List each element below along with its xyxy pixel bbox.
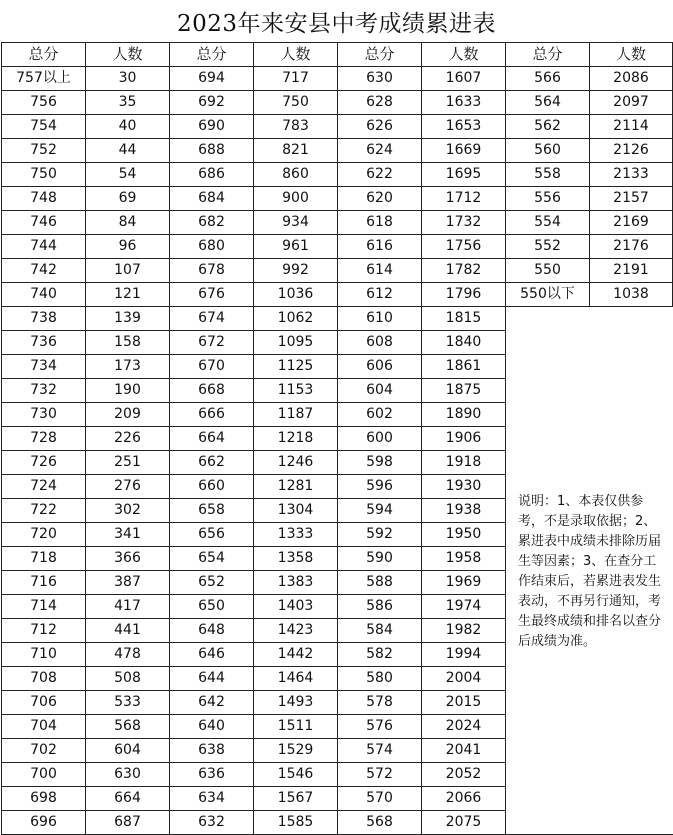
table-cell: 84 <box>86 211 170 235</box>
table-cell: 562 <box>506 115 590 139</box>
table-cell: 35 <box>86 91 170 115</box>
table-row <box>2 139 673 163</box>
table-cell: 1938 <box>422 499 506 523</box>
table-cell: 2015 <box>422 691 506 715</box>
table-cell: 640 <box>170 715 254 739</box>
table-cell: 736 <box>2 331 86 355</box>
table-cell: 1304 <box>254 499 338 523</box>
table-cell: 702 <box>2 739 86 763</box>
table-row <box>2 235 673 259</box>
table-cell: 584 <box>338 619 422 643</box>
score-table-body <box>2 43 673 835</box>
table-cell: 668 <box>170 379 254 403</box>
table-cell: 566 <box>506 67 590 91</box>
table-cell: 717 <box>254 67 338 91</box>
table-cell: 1423 <box>254 619 338 643</box>
table-cell: 682 <box>170 211 254 235</box>
table-cell: 598 <box>338 451 422 475</box>
table-cell: 2126 <box>590 139 673 163</box>
table-cell: 2097 <box>590 91 673 115</box>
table-cell: 2075 <box>422 811 506 835</box>
table-cell: 1585 <box>254 811 338 835</box>
table-cell: 209 <box>86 403 170 427</box>
table-cell: 1974 <box>422 595 506 619</box>
table-cell: 642 <box>170 691 254 715</box>
table-cell: 734 <box>2 355 86 379</box>
table-cell: 2066 <box>422 787 506 811</box>
table-cell: 588 <box>338 571 422 595</box>
column-header: 人数 <box>422 43 506 67</box>
table-cell: 564 <box>506 91 590 115</box>
table-cell: 722 <box>2 499 86 523</box>
column-header: 总分 <box>506 43 590 67</box>
table-cell: 720 <box>2 523 86 547</box>
column-header: 人数 <box>590 43 673 67</box>
column-header: 总分 <box>2 43 86 67</box>
table-cell: 1906 <box>422 427 506 451</box>
table-cell: 550以下 <box>506 283 590 307</box>
table-cell: 1218 <box>254 427 338 451</box>
table-cell: 750 <box>254 91 338 115</box>
table-cell: 750 <box>2 163 86 187</box>
table-cell: 618 <box>338 211 422 235</box>
table-cell: 158 <box>86 331 170 355</box>
table-cell: 582 <box>338 643 422 667</box>
table-cell: 934 <box>254 211 338 235</box>
table-cell: 708 <box>2 667 86 691</box>
table-cell: 634 <box>170 787 254 811</box>
table-cell: 1383 <box>254 571 338 595</box>
table-cell: 638 <box>170 739 254 763</box>
table-cell: 674 <box>170 307 254 331</box>
table-cell: 672 <box>170 331 254 355</box>
table-cell: 612 <box>338 283 422 307</box>
table-cell: 2086 <box>590 67 673 91</box>
table-cell: 630 <box>86 763 170 787</box>
table-row <box>2 187 673 211</box>
table-cell: 1861 <box>422 355 506 379</box>
table-cell: 1038 <box>590 283 673 307</box>
table-cell: 592 <box>338 523 422 547</box>
table-cell: 552 <box>506 235 590 259</box>
table-cell: 54 <box>86 163 170 187</box>
table-cell: 2052 <box>422 763 506 787</box>
table-cell: 276 <box>86 475 170 499</box>
table-cell: 1633 <box>422 91 506 115</box>
table-cell: 568 <box>338 811 422 835</box>
table-cell: 680 <box>170 235 254 259</box>
table-cell: 1529 <box>254 739 338 763</box>
table-cell: 676 <box>170 283 254 307</box>
table-cell: 570 <box>338 787 422 811</box>
table-cell: 610 <box>338 307 422 331</box>
table-cell: 710 <box>2 643 86 667</box>
table-cell: 622 <box>338 163 422 187</box>
table-cell: 1246 <box>254 451 338 475</box>
table-cell: 666 <box>170 403 254 427</box>
table-row <box>2 283 673 307</box>
score-table <box>1 42 673 835</box>
table-cell: 730 <box>2 403 86 427</box>
table-cell: 1695 <box>422 163 506 187</box>
table-cell: 783 <box>254 115 338 139</box>
table-cell: 1890 <box>422 403 506 427</box>
table-cell: 644 <box>170 667 254 691</box>
table-cell: 341 <box>86 523 170 547</box>
table-cell: 686 <box>170 163 254 187</box>
table-cell: 1062 <box>254 307 338 331</box>
table-cell: 628 <box>338 91 422 115</box>
table-cell: 302 <box>86 499 170 523</box>
table-cell: 716 <box>2 571 86 595</box>
table-cell: 550 <box>506 259 590 283</box>
table-cell: 742 <box>2 259 86 283</box>
page-title: 2023年来安县中考成绩累进表 <box>176 10 497 37</box>
table-cell: 616 <box>338 235 422 259</box>
table-cell: 652 <box>170 571 254 595</box>
table-cell: 624 <box>338 139 422 163</box>
table-cell: 614 <box>338 259 422 283</box>
table-cell: 718 <box>2 547 86 571</box>
table-cell: 478 <box>86 643 170 667</box>
table-cell: 1036 <box>254 283 338 307</box>
table-cell: 744 <box>2 235 86 259</box>
table-row <box>2 259 673 283</box>
table-cell: 740 <box>2 283 86 307</box>
table-cell: 1756 <box>422 235 506 259</box>
table-cell: 664 <box>170 427 254 451</box>
table-cell: 30 <box>86 67 170 91</box>
table-cell: 704 <box>2 715 86 739</box>
table-cell: 1333 <box>254 523 338 547</box>
table-cell: 752 <box>2 139 86 163</box>
table-cell: 732 <box>2 379 86 403</box>
table-cell: 604 <box>86 739 170 763</box>
table-cell: 606 <box>338 355 422 379</box>
table-cell: 692 <box>170 91 254 115</box>
table-cell: 1358 <box>254 547 338 571</box>
column-header: 人数 <box>86 43 170 67</box>
table-cell: 1782 <box>422 259 506 283</box>
table-cell: 251 <box>86 451 170 475</box>
table-cell: 700 <box>2 763 86 787</box>
table-cell: 1153 <box>254 379 338 403</box>
table-cell: 556 <box>506 187 590 211</box>
table-cell: 190 <box>86 379 170 403</box>
table-cell: 2157 <box>590 187 673 211</box>
table-cell: 738 <box>2 307 86 331</box>
table-cell: 664 <box>86 787 170 811</box>
table-cell: 417 <box>86 595 170 619</box>
table-cell: 1958 <box>422 547 506 571</box>
table-cell: 1840 <box>422 331 506 355</box>
column-header: 总分 <box>170 43 254 67</box>
table-cell: 748 <box>2 187 86 211</box>
table-row <box>2 163 673 187</box>
table-cell: 632 <box>170 811 254 835</box>
table-cell: 698 <box>2 787 86 811</box>
table-cell: 2024 <box>422 715 506 739</box>
table-cell: 578 <box>338 691 422 715</box>
table-cell: 1994 <box>422 643 506 667</box>
table-row <box>2 67 673 91</box>
table-row <box>2 307 673 331</box>
table-cell: 1930 <box>422 475 506 499</box>
table-cell: 821 <box>254 139 338 163</box>
table-cell: 714 <box>2 595 86 619</box>
table-cell: 441 <box>86 619 170 643</box>
table-cell: 608 <box>338 331 422 355</box>
table-cell: 602 <box>338 403 422 427</box>
table-cell: 630 <box>338 67 422 91</box>
table-cell: 654 <box>170 547 254 571</box>
table-cell: 580 <box>338 667 422 691</box>
table-cell: 2133 <box>590 163 673 187</box>
note-text: 说明：1、本表仅供参考，不是录取依据；2、累进表中成绩未排除历届生等因素；3、在查分工作结束后，若累进表发生表动，不再另行通知，考生最终成绩和排名以查分后成绩为准。 <box>506 307 673 835</box>
table-cell: 1567 <box>254 787 338 811</box>
table-cell: 706 <box>2 691 86 715</box>
table-cell: 366 <box>86 547 170 571</box>
table-cell: 1796 <box>422 283 506 307</box>
table-cell: 1950 <box>422 523 506 547</box>
table-cell: 2114 <box>590 115 673 139</box>
table-cell: 626 <box>338 115 422 139</box>
table-cell: 646 <box>170 643 254 667</box>
table-cell: 650 <box>170 595 254 619</box>
table-cell: 1403 <box>254 595 338 619</box>
table-cell: 590 <box>338 547 422 571</box>
table-cell: 1982 <box>422 619 506 643</box>
table-cell: 712 <box>2 619 86 643</box>
table-cell: 173 <box>86 355 170 379</box>
table-cell: 1918 <box>422 451 506 475</box>
table-cell: 121 <box>86 283 170 307</box>
table-cell: 2191 <box>590 259 673 283</box>
table-cell: 687 <box>86 811 170 835</box>
table-cell: 107 <box>86 259 170 283</box>
table-header-row <box>2 43 673 67</box>
table-cell: 1187 <box>254 403 338 427</box>
table-cell: 1511 <box>254 715 338 739</box>
table-cell: 658 <box>170 499 254 523</box>
table-cell: 670 <box>170 355 254 379</box>
table-cell: 900 <box>254 187 338 211</box>
table-cell: 1281 <box>254 475 338 499</box>
table-cell: 576 <box>338 715 422 739</box>
table-cell: 604 <box>338 379 422 403</box>
table-cell: 44 <box>86 139 170 163</box>
table-cell: 860 <box>254 163 338 187</box>
table-cell: 684 <box>170 187 254 211</box>
table-cell: 554 <box>506 211 590 235</box>
table-cell: 40 <box>86 115 170 139</box>
column-header: 人数 <box>254 43 338 67</box>
table-cell: 694 <box>170 67 254 91</box>
table-cell: 1095 <box>254 331 338 355</box>
table-row <box>2 115 673 139</box>
table-cell: 596 <box>338 475 422 499</box>
table-cell: 757以上 <box>2 67 86 91</box>
table-cell: 746 <box>2 211 86 235</box>
table-cell: 656 <box>170 523 254 547</box>
table-cell: 2041 <box>422 739 506 763</box>
table-cell: 690 <box>170 115 254 139</box>
table-cell: 620 <box>338 187 422 211</box>
table-cell: 2169 <box>590 211 673 235</box>
column-header: 总分 <box>338 43 422 67</box>
table-cell: 560 <box>506 139 590 163</box>
table-cell: 69 <box>86 187 170 211</box>
table-cell: 1875 <box>422 379 506 403</box>
table-cell: 636 <box>170 763 254 787</box>
table-cell: 728 <box>2 427 86 451</box>
table-row <box>2 91 673 115</box>
table-cell: 648 <box>170 619 254 643</box>
table-cell: 1125 <box>254 355 338 379</box>
table-cell: 1669 <box>422 139 506 163</box>
table-cell: 568 <box>86 715 170 739</box>
table-cell: 1546 <box>254 763 338 787</box>
table-cell: 1969 <box>422 571 506 595</box>
table-cell: 96 <box>86 235 170 259</box>
table-cell: 1712 <box>422 187 506 211</box>
table-cell: 533 <box>86 691 170 715</box>
table-cell: 226 <box>86 427 170 451</box>
table-cell: 1732 <box>422 211 506 235</box>
table-cell: 2004 <box>422 667 506 691</box>
table-cell: 726 <box>2 451 86 475</box>
table-cell: 688 <box>170 139 254 163</box>
table-cell: 1815 <box>422 307 506 331</box>
table-cell: 756 <box>2 91 86 115</box>
table-cell: 508 <box>86 667 170 691</box>
table-cell: 574 <box>338 739 422 763</box>
table-cell: 600 <box>338 427 422 451</box>
table-cell: 387 <box>86 571 170 595</box>
table-cell: 754 <box>2 115 86 139</box>
table-cell: 678 <box>170 259 254 283</box>
table-cell: 2176 <box>590 235 673 259</box>
table-cell: 1653 <box>422 115 506 139</box>
table-cell: 1493 <box>254 691 338 715</box>
table-cell: 558 <box>506 163 590 187</box>
table-row <box>2 211 673 235</box>
table-cell: 586 <box>338 595 422 619</box>
table-cell: 139 <box>86 307 170 331</box>
table-cell: 660 <box>170 475 254 499</box>
table-cell: 1607 <box>422 67 506 91</box>
table-cell: 696 <box>2 811 86 835</box>
table-cell: 961 <box>254 235 338 259</box>
table-cell: 572 <box>338 763 422 787</box>
table-cell: 1442 <box>254 643 338 667</box>
table-cell: 662 <box>170 451 254 475</box>
table-cell: 594 <box>338 499 422 523</box>
table-cell: 724 <box>2 475 86 499</box>
table-cell: 992 <box>254 259 338 283</box>
table-cell: 1464 <box>254 667 338 691</box>
